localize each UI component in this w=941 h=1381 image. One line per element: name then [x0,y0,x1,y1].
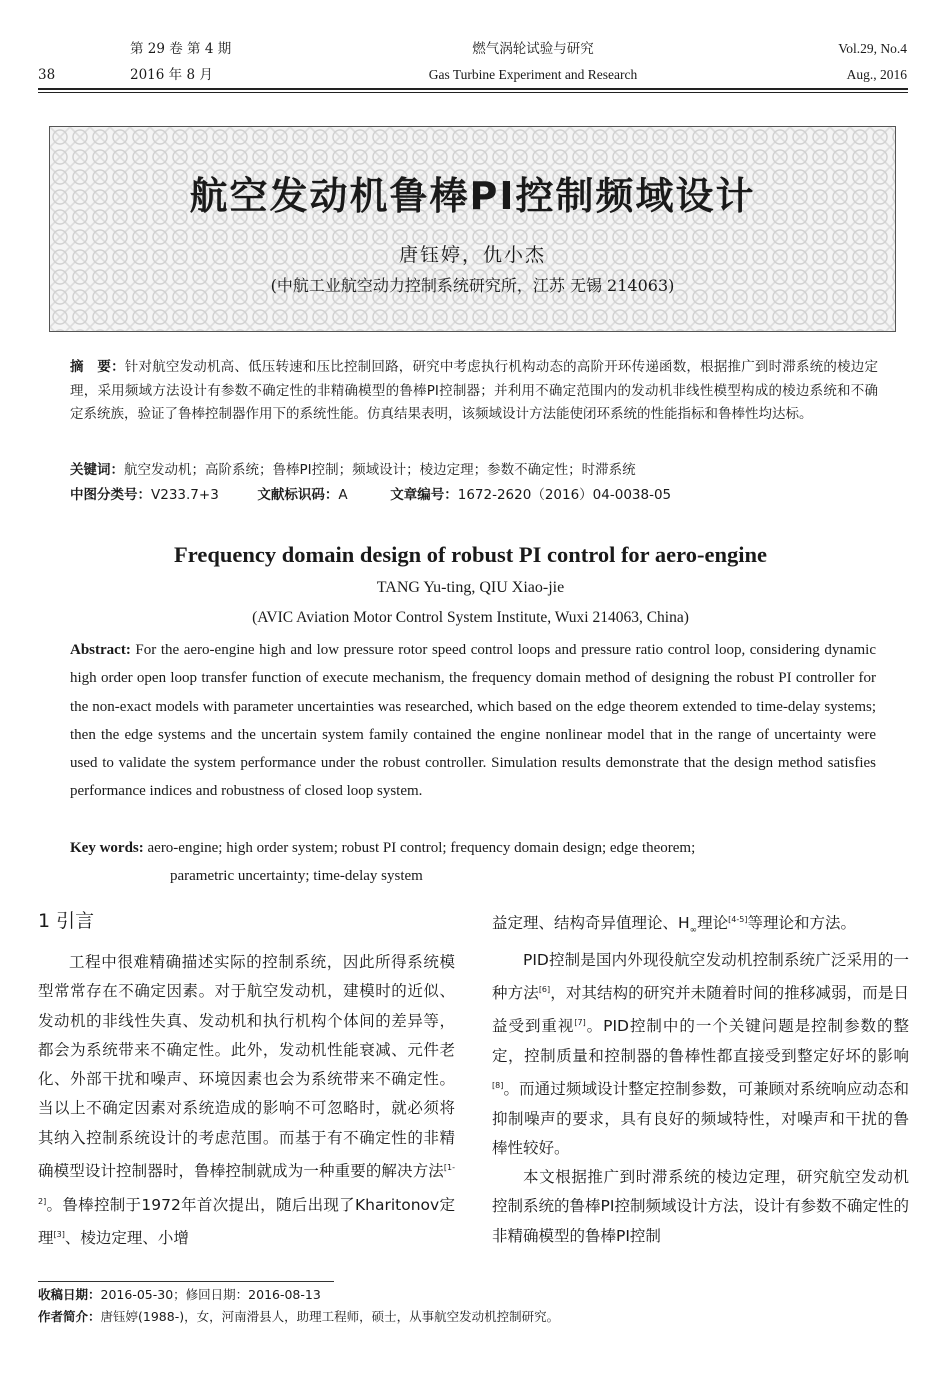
intro-paragraph-3: 本文根据推广到时滞系统的棱边定理，研究航空发动机控制系统的鲁棒PI控制频域设计方法，设计有参数不确定性的非精确模型的鲁棒PI控制 [492,1168,909,1245]
p2-text-d: 。而通过频域设计整定控制参数，可兼顾对系统响应动态和抑制噪声的要求，具有良好的频域特性，对噪声和干扰的鲁棒性较好。 [492,1080,909,1157]
abstract-cn [70,356,878,427]
keywords-cn [70,459,878,483]
paper-title-en: Frequency domain design of robust PI control for aero-engine [174,542,767,567]
classification-line [70,484,878,508]
ref-3: [3] [53,1229,65,1239]
intro-text-c: 、棱边定理、小增 [64,1229,189,1248]
footnote-author [38,1309,559,1325]
author-bio-text: 唐钰婷(1988-)，女，河南滑县人，助理工程师，硕士，从事航空发动机控制研究。 [100,1309,560,1324]
received-label: 收稿日期： [38,1287,101,1302]
cont-text-c: 等理论和方法。 [747,914,856,933]
header-rule-thin [38,92,908,93]
abstract-cn-label: 摘 要： [70,359,125,375]
affiliation-cn: (中航工业航空动力控制系统研究所，江苏 无锡 214063) [270,276,675,295]
abstract-en-text: For the aero-engine high and low pressure rotor speed control loops and pressure ratio control loop, considering dynamic high order open loop transfer function of execute mechanism, the frequency domain method of designing the robust PI controller for the non-exact models with parameter uncertainties was researched, which based on the edge theorem extended to time-delay systems; then the edge systems and the uncertain system family contained the engine nonlinear model that in the range of uncertainty were used to validate the system performance under the robust controller. Simulation results demonstrate that the design method satisfies performance indices and robustness of closed loop system. [70,642,876,800]
received-text: 2016-05-30；修回日期：2016-08-13 [100,1287,321,1302]
abstract-en [70,636,876,806]
intro-text-a: 工程中很难精确描述实际的控制系统，因此所得系统模型常常存在不确定因素。对于航空发动机，建模时的近似、发动机的非线性失真、发动机和执行机构个体间的差异等，都会为系统带来不确定性。此外，发动机性能衰减、元件老化、外部干扰和噪声、环境因素也会为系统带来不确定性。当以上不确定因素对系统造成的影响不可忽略时，就必须将其纳入控制系统设计的考虑范围。而基于有不确定性的非精确模型设计控制器时，鲁棒控制就成为一种重要的解决方法 [38,953,455,1181]
p2-text-a: PID控制是国内外现役航空发动机控制系统广泛采用的一种方法 [492,950,909,1002]
keywords-en-line1: aero-engine; high order system; robust PI control; frequency domain design; edge theorem; [143,840,696,856]
ref-4-5: [4-5] [728,915,748,924]
cont-text-a: 益定理、结构奇异值理论、H [492,914,690,933]
keywords-en-line2: parametric uncertainty; time-delay system [170,868,423,884]
abstract-cn-text: 针对航空发动机高、低压转速和压比控制回路，研究中考虑执行机构动态的高阶开环传递函数，根据推广到时滞系统的棱边定理，采用频域方法设计有参数不确定性的非精确模型的鲁棒PI控制器；并利用不确定范围内的发动机非线性模型构成的棱边系统和不确定系统族，验证了鲁棒控制器作用下的系统性能。仿真结果表明，该频域设计方法能使闭环系统的性能指标和鲁棒性均达标。 [70,359,879,422]
header-date-en: Aug., 2016 [846,67,907,82]
authors-en: TANG Yu-ting, QIU Xiao-jie [376,579,565,596]
p2-text-c: 。PID控制中的一个关键问题是控制参数的整定，控制质量和控制器的鲁棒性都直接受到整定好坏的影响 [492,1017,909,1065]
paper-title-cn: 航空发动机鲁棒PI控制频域设计 [189,174,756,218]
right-column [492,905,909,1251]
affiliation-en: (AVIC Aviation Motor Control System Institute, Wuxi 214063, China) [252,609,689,626]
authors-cn: 唐钰婷，仇小杰 [398,244,546,266]
keywords-en [70,834,876,890]
ref-6: [6] [538,984,551,994]
footnote-rule [38,1281,334,1282]
section-heading: 1 引言 [38,910,95,932]
keywords-cn-text: 航空发动机；高阶系统；鲁棒PI控制；频域设计；棱边定理；参数不确定性；时滞系统 [124,462,636,478]
ref-7: [7] [574,1018,586,1028]
header-rule-thick [38,88,908,90]
header-journal-en: Gas Turbine Experiment and Research [428,67,638,82]
article-number-label: 文章编号： [390,487,458,503]
clc-value: V233.7+3 [151,487,219,503]
author-bio-label: 作者简介： [38,1309,101,1324]
left-column [38,948,455,1253]
footnote-received [38,1287,321,1303]
cont-text-b: 理论 [697,914,729,933]
doc-code-value: A [338,487,348,503]
header-volume-issue-en: Vol.29, No.4 [838,41,907,56]
intro-continuation [492,905,909,946]
doc-code-label: 文献标识码： [257,487,339,503]
header-journal-cn: 燃气涡轮试验与研究 [472,41,594,57]
ref-8: [8] [492,1081,504,1091]
intro-paragraph-1 [38,948,455,1253]
h-infinity-sub: ∞ [689,925,698,936]
keywords-en-label: Key words: [70,840,144,856]
p2-text-b: ，对其结构的研究并未随着时间的推移减弱，而是日益受到重视 [492,984,909,1036]
title-box [49,126,896,332]
ref-1-2: [1-2] [38,1163,455,1206]
abstract-en-label: Abstract: [70,642,131,658]
header-volume-issue-cn: 第 29 卷 第 4 期 [130,41,232,57]
intro-text-b: 。鲁棒控制于1972年首次提出，随后出现了Kharitonov定理 [38,1195,455,1248]
clc-label: 中图分类号： [70,487,151,503]
header-page-number: 38 [38,67,56,83]
header-date-cn: 2016 年 8 月 [130,67,213,83]
keywords-cn-label: 关键词： [70,462,124,478]
article-number-value: 1672-2620（2016）04-0038-05 [457,487,672,503]
intro-paragraph-2 [492,946,909,1164]
